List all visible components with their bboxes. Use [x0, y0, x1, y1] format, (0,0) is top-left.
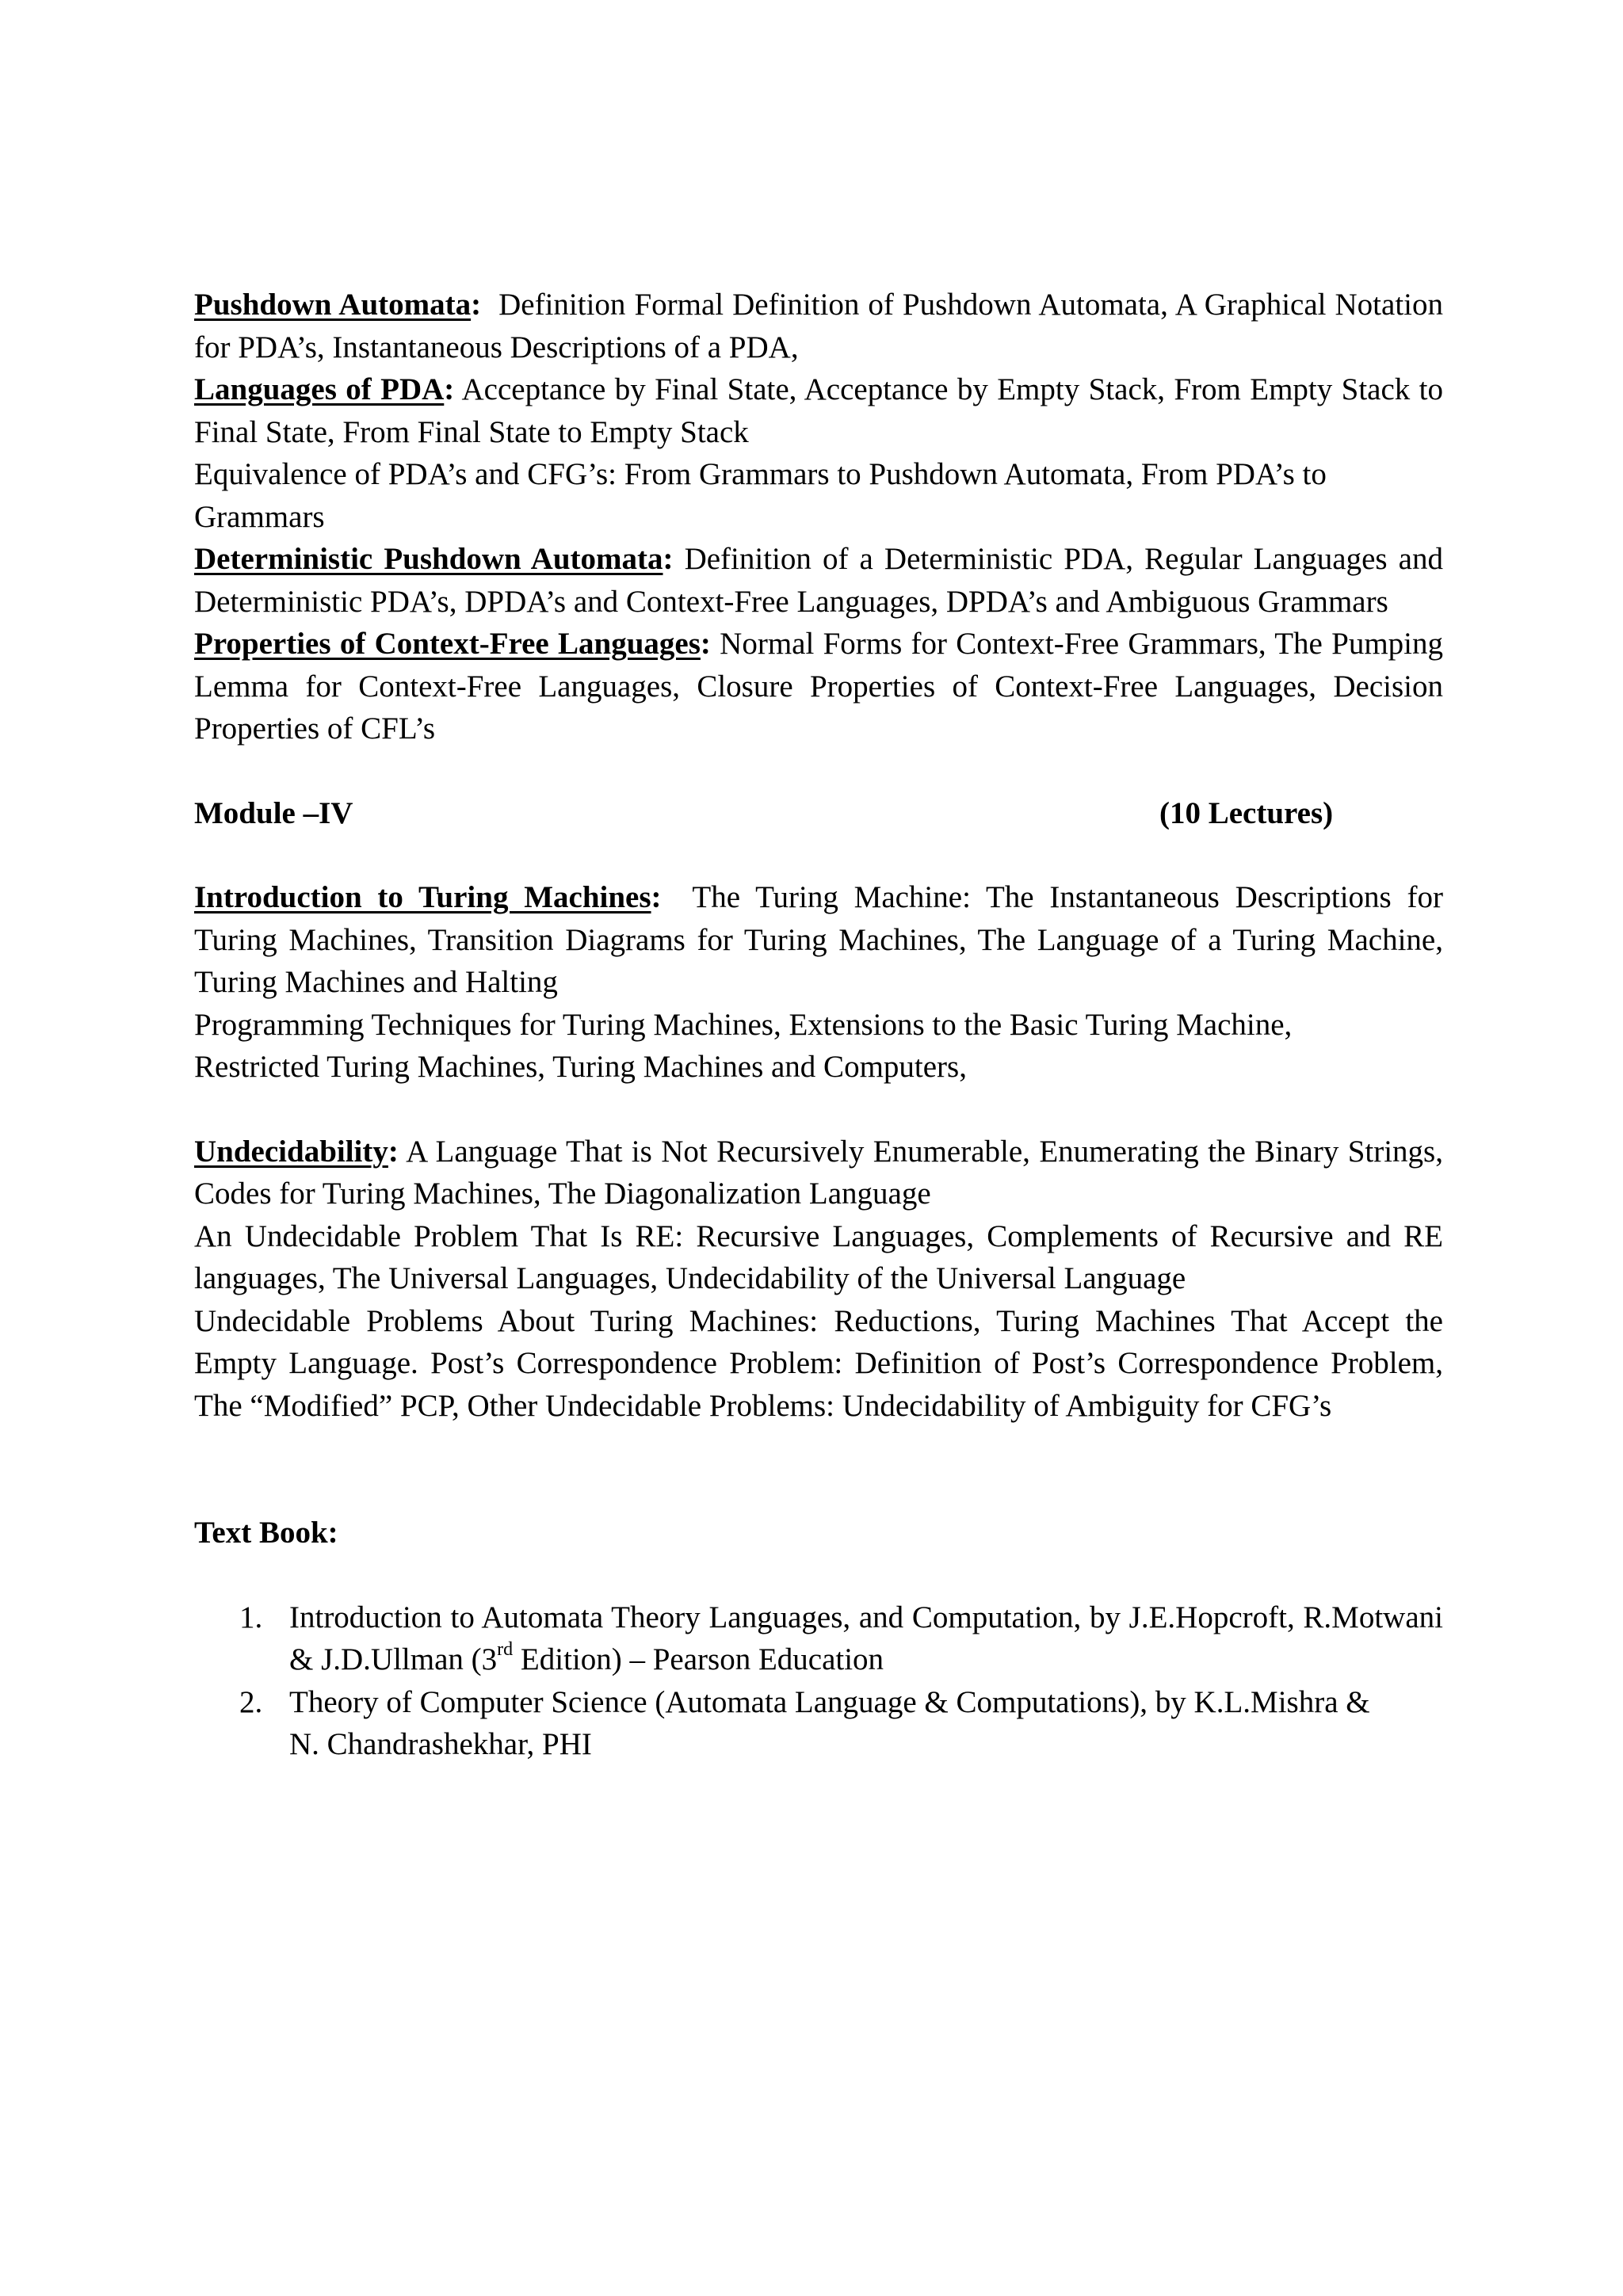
textbook-title: Text Book:: [194, 1516, 338, 1550]
programming-line-1: Programming Techniques for Turing Machines, Extensions to the Basic Turing Machine,: [194, 1007, 1293, 1042]
equivalence-line-1: Equivalence of PDA’s and CFG’s: From Grammars to Pushdown Automata, From PDA’s to: [194, 457, 1327, 491]
equivalence-line-2: Grammars: [194, 499, 325, 534]
dpda-text: Definition of a Deterministic PDA, Regular Languages and Deterministic PDA’s, DPDA’s and Context-Free Languages, DPDA’s and Ambiguous Grammars: [194, 542, 1443, 619]
turing-intro-paragraph: [194, 876, 1451, 1004]
pda-paragraph: [194, 284, 1451, 368]
undecidable-tm-paragraph: Undecidable Problems About Turing Machines: Reductions, Turing Machines That Accept the Empty Language. Post’s Correspondence Problem: Definition of Post’s Correspondence Problem, The “Modified” PCP, Other Undecidable Problems: Undecidability of Ambiguity for CFG’s: [194, 1303, 1443, 1423]
cfl-properties-heading: Properties of Context-Free Languages: [194, 627, 701, 661]
textbook-list: [194, 1596, 1443, 1766]
syllabus-page: [194, 284, 1451, 1766]
dpda-colon: :: [663, 542, 674, 576]
programming-paragraph: [194, 1004, 1443, 1089]
textbook-item-2-number: 2.: [239, 1684, 263, 1719]
dpda-heading: Deterministic Pushdown Automata: [194, 542, 663, 576]
module-title: Module –IV: [194, 795, 353, 830]
languages-pda-colon: :: [444, 372, 455, 406]
pda-heading: Pushdown Automata: [194, 288, 472, 322]
languages-pda-paragraph: [194, 368, 1443, 453]
textbook-item-1-text-after: Edition) – Pearson Education: [513, 1642, 884, 1676]
module-header: [194, 792, 1443, 835]
undecidability-text: A Language That is Not Recursively Enumerable, Enumerating the Binary Strings, Codes for Turing Machines, The Diagonalization Language: [194, 1134, 1443, 1211]
textbook-item-2: [194, 1681, 1443, 1766]
languages-pda-heading: Languages of PDA: [194, 372, 445, 406]
equivalence-paragraph: [194, 453, 1443, 538]
textbook-item-2-line-1: Theory of Computer Science (Automata Language & Computations), by K.L.Mishra &: [289, 1684, 1370, 1719]
undecidability-heading: Undecidability: [194, 1134, 388, 1169]
textbook-item-1-superscript: rd: [497, 1639, 514, 1660]
undecidability-paragraph: [194, 1131, 1443, 1215]
module-lectures: (10 Lectures): [1159, 795, 1334, 830]
textbook-item-1-text: Introduction to Automata Theory Languages, and Computation, by J.E.Hopcroft, R.Motwani & J.D.Ullman (3: [289, 1600, 1443, 1676]
turing-intro-text: The Turing Machine: The Instantaneous Descriptions for Turing Machines, Transition Diagrams for Turing Machines, The Language of a Turing Machine, Turing Machines and Halting: [194, 880, 1451, 999]
textbook-item-1-number: 1.: [239, 1600, 263, 1634]
turing-intro-colon: :: [651, 880, 662, 914]
cfl-properties-colon: :: [700, 627, 711, 661]
undecidability-colon: :: [388, 1134, 399, 1169]
cfl-properties-paragraph: [194, 623, 1443, 750]
pda-colon: :: [471, 288, 482, 322]
pda-text: Definition Formal Definition of Pushdown Automata, A Graphical Notation for PDA’s, Instantaneous Descriptions of a PDA,: [194, 288, 1451, 364]
languages-pda-text: Acceptance by Final State, Acceptance by Empty Stack, From Empty Stack to Final State, From Final State to Empty Stack: [194, 372, 1443, 449]
textbook-item-2-line-2: N. Chandrashekhar, PHI: [289, 1727, 592, 1761]
programming-line-2: Restricted Turing Machines, Turing Machines and Computers,: [194, 1050, 967, 1084]
textbook-item-1: [194, 1596, 1443, 1681]
turing-intro-heading: Introduction to Turing Machines: [194, 880, 651, 914]
dpda-paragraph: [194, 538, 1443, 623]
cfl-properties-text: Normal Forms for Context-Free Grammars, The Pumping Lemma for Context-Free Languages, Closure Properties of Context-Free Languages, Decision Properties of CFL’s: [194, 627, 1443, 746]
undecidable-re-paragraph: An Undecidable Problem That Is RE: Recursive Languages, Complements of Recursive and RE languages, The Universal Languages, Undecidability of the Universal Language: [194, 1219, 1443, 1295]
